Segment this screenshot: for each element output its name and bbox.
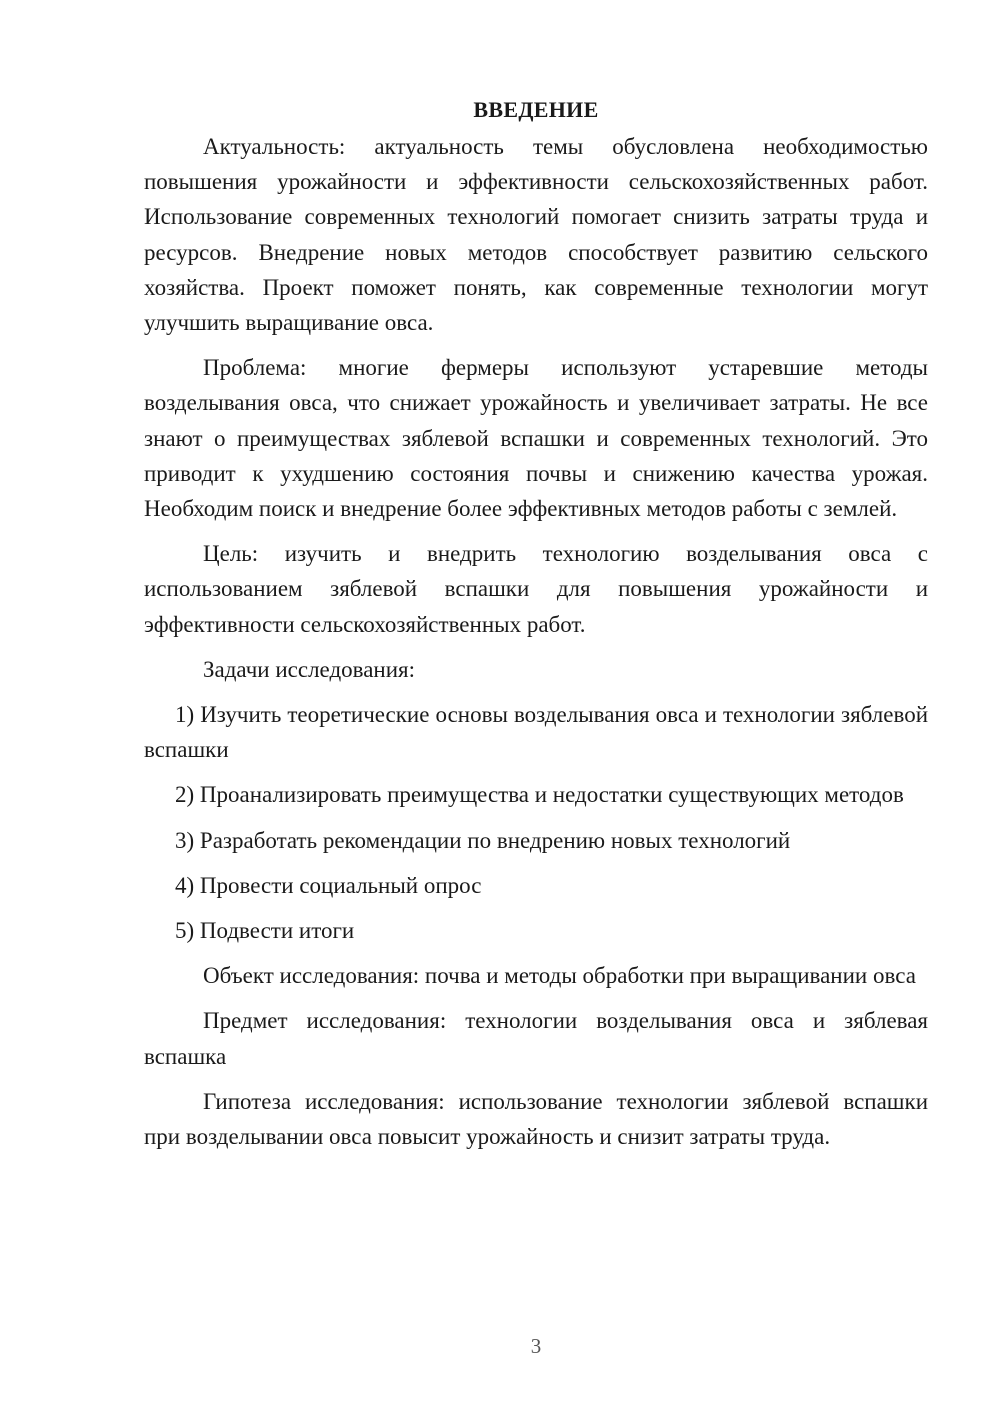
section-title: ВВЕДЕНИЕ	[473, 97, 599, 122]
paragraph-relevance: Актуальность: актуальность темы обусловлена необходимостью повышения урожайности и эффективности сельскохозяйственных работ. Использование современных технологий помогает снизить затраты труда и ресурсов. Внедрение новых методов способствует развитию сельского хозяйства. Проект поможет понять, как современные технологии могут улучшить выращивание овса.	[144, 134, 928, 336]
page-number: 3	[530, 1334, 542, 1358]
task-item-1: 1) Изучить теоретические основы возделывания овса и технологии зяблевой вспашки	[144, 702, 928, 763]
paragraph-problem: Проблема: многие фермеры используют устаревшие методы возделывания овса, что снижает урожайность и увеличивает затраты. Не все знают о преимуществах зяблевой вспашки и современных технологий. Это приводит к ухудшению состояния почвы и снижению качества урожая. Необходим поиск и внедрение более эффективных методов работы с землей.	[144, 355, 928, 522]
paragraph-subject: Предмет исследования: технологии возделывания овса и зяблевая вспашка	[144, 1008, 928, 1069]
paragraph-goal: Цель: изучить и внедрить технологию возделывания овса с использованием зяблевой вспашки для повышения урожайности и эффективности сельскохозяйственных работ.	[144, 541, 928, 637]
document-page	[144, 92, 928, 1164]
task-item-4: 4) Провести социальный опрос	[175, 872, 482, 898]
tasks-heading: Задачи исследования:	[203, 656, 416, 682]
task-item-5: 5) Подвести итоги	[175, 918, 355, 944]
task-item-2: 2) Проанализировать преимущества и недостатки существующих методов	[175, 782, 904, 808]
paragraph-hypothesis: Гипотеза исследования: использование технологии зяблевой вспашки при возделывании овса повысит урожайность и снизит затраты труда.	[144, 1088, 928, 1150]
paragraph-object: Объект исследования: почва и методы обработки при выращивании овса	[203, 963, 916, 989]
task-item-3: 3) Разработать рекомендации по внедрению новых технологий	[175, 827, 791, 853]
